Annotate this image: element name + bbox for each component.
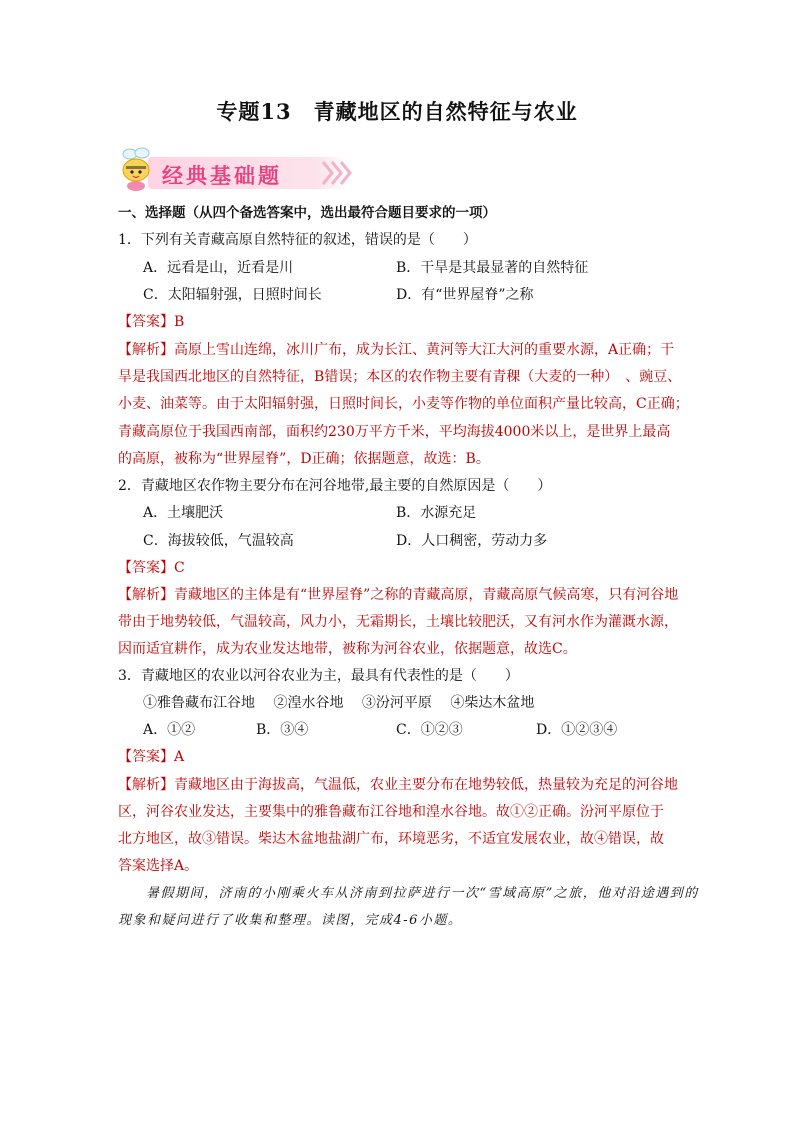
q3-answer bbox=[118, 747, 184, 767]
analysis-tag: 【解析】 bbox=[118, 342, 174, 358]
answer-tag: 【答案】 bbox=[118, 314, 174, 330]
q2-option-a: A．土壤肥沃 bbox=[143, 505, 224, 521]
section-heading: 一、选择题（从四个备选答案中，选出最符合题目要求的一项） bbox=[118, 205, 496, 221]
q1-option-d: D．有“世界屋脊”之称 bbox=[396, 287, 534, 303]
passage-line: 现象和疑问进行了收集和整理。读图，完成4-6小题。 bbox=[118, 913, 463, 928]
q1-analysis-line: 的高原，被称为“世界屋脊”，D正确；依据题意，故选：B。 bbox=[118, 451, 490, 467]
analysis-text: 青藏地区由于海拔高，气温低，农业主要分布在地势较低，热量较为充足的河谷地 bbox=[174, 777, 678, 793]
analysis-circled-numbers: ①② bbox=[510, 804, 538, 820]
q3-analysis-line bbox=[118, 802, 664, 822]
q3-analysis-line bbox=[118, 829, 664, 849]
q2-option-d: D．人口稠密，劳动力多 bbox=[396, 533, 548, 549]
q1-stem: 1．下列有关青藏高原自然特征的叙述，错误的是（ ） bbox=[118, 232, 477, 248]
q1-option-b: B．干旱是其最显著的自然特征 bbox=[396, 260, 589, 276]
q1-answer bbox=[118, 312, 184, 332]
q2-stem: 2．青藏地区农作物主要分布在河谷地带,最主要的自然原因是（ ） bbox=[118, 478, 552, 494]
analysis-tag: 【解析】 bbox=[118, 587, 174, 603]
analysis-text: 北方地区，故 bbox=[118, 831, 202, 847]
answer-value: C bbox=[174, 560, 185, 576]
q1-analysis bbox=[118, 340, 674, 360]
answer-tag: 【答案】 bbox=[118, 560, 174, 576]
q2-analysis-line: 带由于地势较低，气温较高，风力小，无霜期长，土壤比较肥沃，又有河水作为灌溉水源， bbox=[118, 614, 678, 630]
q2-option-b: B．水源充足 bbox=[396, 505, 477, 521]
q3-analysis-line: 答案选择A。 bbox=[118, 858, 199, 874]
answer-value: B bbox=[174, 314, 185, 330]
q2-answer bbox=[118, 558, 185, 578]
analysis-text: 区，河谷农业发达，主要集中的雅鲁藏布江谷地和湟水谷地。故 bbox=[118, 804, 510, 820]
q2-analysis bbox=[118, 585, 678, 605]
passage-line: 暑假期间，济南的小刚乘火车从济南到拉萨进行一次“雪域高原”之旅，他对沿途遇到的 bbox=[146, 886, 699, 901]
q1-option-c: C．太阳辐射强，日照时间长 bbox=[143, 287, 322, 303]
analysis-text: 错误，故 bbox=[608, 831, 664, 847]
analysis-text: 高原上雪山连绵，冰川广布，成为长江、黄河等大江大河的重要水源，A正确；干 bbox=[174, 342, 675, 358]
q3-stem: 3．青藏地区的农业以河谷农业为主，最具有代表性的是（ ） bbox=[118, 668, 519, 684]
analysis-text: 青藏地区的主体是有“世界屋脊”之称的青藏高原，青藏高原气候高寒，只有河谷地 bbox=[174, 587, 679, 603]
q2-option-c: C．海拔较低，气温较高 bbox=[143, 533, 294, 549]
answer-tag: 【答案】 bbox=[118, 749, 174, 765]
q3-items: ①雅鲁藏布江谷地 ②湟水谷地 ③汾河平原 ④柴达木盆地 bbox=[143, 695, 535, 711]
q1-analysis-line: 小麦、油菜等。由于太阳辐射强，日照时间长，小麦等作物的单位面积产量比较高，C正确； bbox=[118, 396, 689, 412]
banner-label: 经典基础题 bbox=[162, 164, 282, 188]
q1-analysis-line: 青藏高原位于我国西南部，面积约230万平方千米，平均海拔4000米以上，是世界上最高 bbox=[118, 424, 671, 440]
analysis-tag: 【解析】 bbox=[118, 777, 174, 793]
q3-option-b: B．③④ bbox=[256, 722, 309, 738]
analysis-text: 错误。柴达木盆地盐湖广布，环境恶劣，不适宜发展农业，故 bbox=[216, 831, 594, 847]
q1-analysis-line: 旱是我国西北地区的自然特征，B错误；本区的农作物主要有青稞（大麦的一种） 、豌豆、 bbox=[118, 369, 682, 385]
q1-option-a: A．远看是山，近看是川 bbox=[143, 260, 294, 276]
analysis-text: 正确。汾河平原位于 bbox=[538, 804, 664, 820]
q3-option-a: A．①② bbox=[143, 722, 196, 738]
analysis-circled-numbers: ④ bbox=[594, 831, 608, 847]
q3-analysis bbox=[118, 775, 678, 795]
section-banner bbox=[118, 146, 368, 196]
q2-analysis-line: 因而适宜耕作，成为农业发达地带，被称为河谷农业，依据题意，故选C。 bbox=[118, 641, 577, 657]
analysis-circled-numbers: ③ bbox=[202, 831, 216, 847]
q3-option-c: C．①②③ bbox=[396, 722, 463, 738]
q3-option-d: D．①②③④ bbox=[536, 722, 618, 738]
page-title: 专题13 青藏地区的自然特征与农业 bbox=[216, 99, 578, 124]
answer-value: A bbox=[174, 749, 185, 765]
